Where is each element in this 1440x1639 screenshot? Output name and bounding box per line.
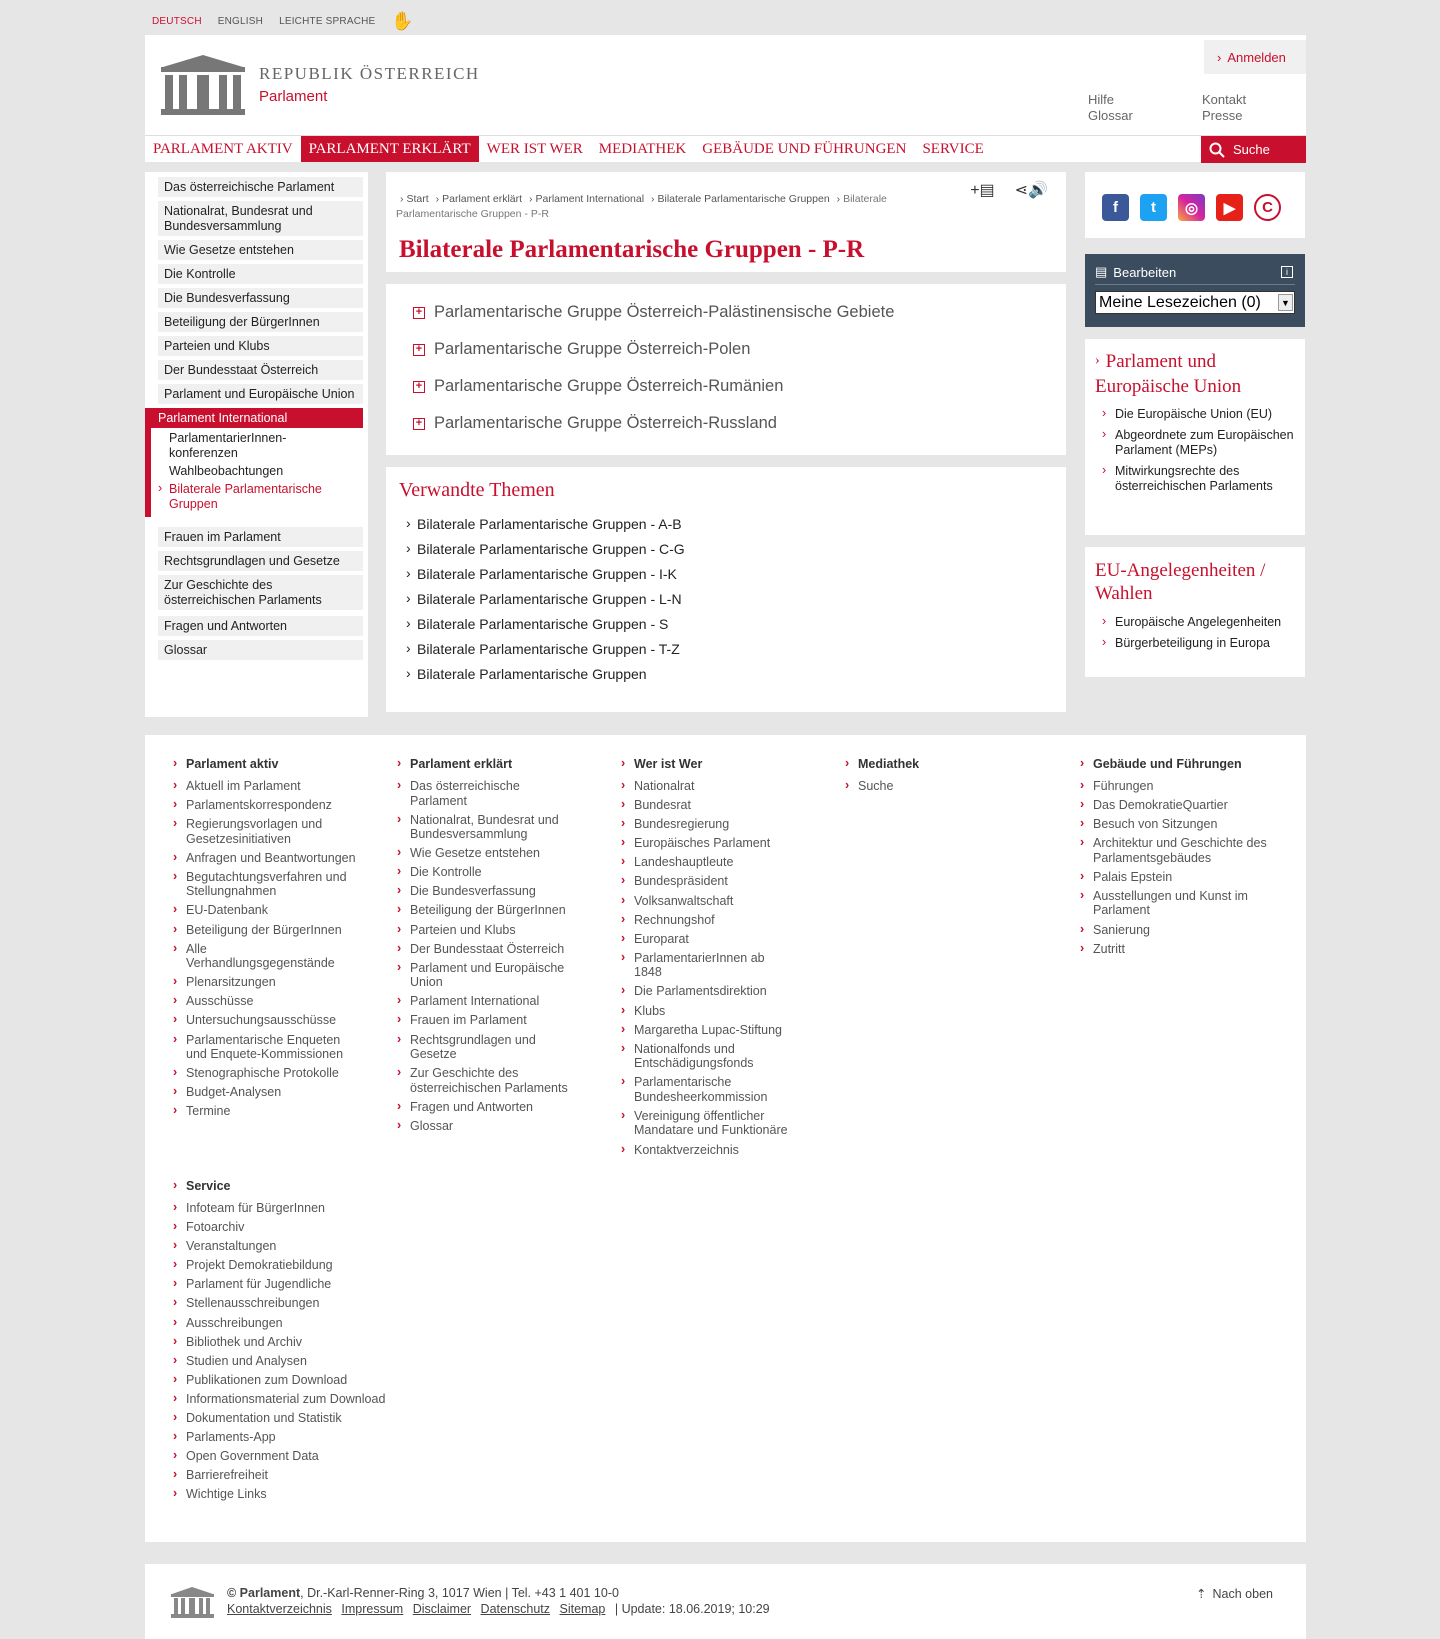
breadcrumb: › Start › Parlament erklärt › Parlament International › Bilaterale Parlamentarische Gruppen › Bilaterale Parlamentarische Gruppen - P-R: [396, 193, 887, 220]
share-icon[interactable]: ⋖🔊: [1014, 182, 1048, 199]
sign-language-icon[interactable]: ✋: [391, 11, 415, 31]
related-topics-panel: [386, 467, 1066, 712]
footer-link[interactable]: Impressum: [341, 1602, 404, 1616]
toplinks-col2: [1202, 92, 1246, 124]
related-link[interactable]: › Bilaterale Parlamentarische Gruppen - S: [406, 616, 685, 641]
page-tools: [970, 180, 1048, 200]
sitemap-link[interactable]: › Europarat: [621, 932, 801, 947]
related-title: Verwandte Themen: [399, 479, 555, 501]
sitemap-link[interactable]: › Das DemokratieQuartier: [1080, 798, 1270, 813]
sidebar-subitem[interactable]: ParlamentarierInnen-konferenzen: [169, 431, 287, 460]
sitemap-col-gebaeude: [1080, 757, 1270, 961]
sidebar-item[interactable]: Rechtsgrundlagen und Gesetze: [158, 551, 363, 571]
press-link[interactable]: Presse: [1202, 108, 1243, 123]
sitemap-link[interactable]: › Untersuchungsausschüsse: [173, 1013, 363, 1028]
eu-affairs-link[interactable]: › Europäische Angelegenheiten: [1102, 615, 1302, 630]
related-link[interactable]: › Bilaterale Parlamentarische Gruppen - A-B: [406, 516, 685, 541]
sitemap-link[interactable]: › Beteiligung der BürgerInnen: [397, 903, 577, 918]
site-header: [145, 35, 1306, 162]
accordion-item[interactable]: [413, 340, 750, 359]
related-link[interactable]: › Bilaterale Parlamentarische Gruppen - L-N: [406, 591, 685, 616]
sitemap-link[interactable]: › Veranstaltungen: [173, 1239, 413, 1254]
accordion-item[interactable]: [413, 303, 894, 322]
social-panel: [1085, 172, 1305, 238]
glossary-link[interactable]: Glossar: [1088, 108, 1133, 123]
sitemap-link[interactable]: › Parteien und Klubs: [397, 923, 577, 938]
related-link[interactable]: › Bilaterale Parlamentarische Gruppen - T-Z: [406, 641, 685, 666]
nav-gebaeude[interactable]: GEBÄUDE UND FÜHRUNGEN: [702, 141, 907, 157]
eu-panel-list: [1102, 407, 1297, 500]
instagram-icon[interactable]: ◎: [1178, 194, 1205, 221]
sitemap-link[interactable]: › Bundesregierung: [621, 817, 801, 832]
sitemap-link[interactable]: › Nationalrat: [621, 779, 801, 794]
sitemap-link[interactable]: › Zur Geschichte des österreichischen Parlaments: [397, 1066, 577, 1095]
sitemap-link[interactable]: › Projekt Demokratiebildung: [173, 1258, 413, 1273]
sitemap-link[interactable]: › Parlaments-App: [173, 1430, 413, 1445]
sitemap-link[interactable]: › Dokumentation und Statistik: [173, 1411, 413, 1426]
add-bookmark-icon[interactable]: +▤: [970, 182, 995, 199]
sitemap-col-aktiv: [173, 757, 363, 1123]
sitemap-link[interactable]: › Regierungsvorlagen und Gesetzesinitiativen: [173, 817, 363, 846]
sitemap-link[interactable]: › Landeshauptleute: [621, 855, 801, 870]
nav-parlament-erklaert[interactable]: PARLAMENT ERKLÄRT: [301, 136, 479, 162]
sidebar-item[interactable]: Die Bundesverfassung: [158, 288, 363, 308]
sitemap-link[interactable]: › Open Government Data: [173, 1449, 413, 1464]
search-button[interactable]: [1201, 136, 1306, 163]
sitemap-link[interactable]: › Die Bundesverfassung: [397, 884, 577, 899]
sitemap-heading[interactable]: › Wer ist Wer: [621, 757, 801, 772]
sitemap-link[interactable]: › Führungen: [1080, 779, 1270, 794]
sidebar-item[interactable]: Fragen und Antworten: [158, 616, 363, 636]
breadcrumb-item[interactable]: Start: [406, 193, 429, 205]
sidebar-item[interactable]: Parteien und Klubs: [158, 336, 363, 356]
logo-line2: Parlament: [259, 87, 328, 105]
sitemap-link[interactable]: › Kontaktverzeichnis: [621, 1143, 801, 1158]
sitemap-link[interactable]: › Publikationen zum Download: [173, 1373, 413, 1388]
sitemap-link[interactable]: › Die Parlamentsdirektion: [621, 984, 801, 999]
footer-link[interactable]: Kontaktverzeichnis: [227, 1602, 332, 1616]
sitemap-link[interactable]: › Termine: [173, 1104, 363, 1119]
eu-affairs-list: [1102, 615, 1302, 657]
sitemap-link[interactable]: › Wichtige Links: [173, 1487, 413, 1502]
breadcrumb-item[interactable]: Bilaterale Parlamentarische Gruppen: [657, 193, 830, 205]
sitemap-link[interactable]: › Rechtsgrundlagen und Gesetze: [397, 1033, 547, 1062]
sitemap-link[interactable]: › Budget-Analysen: [173, 1085, 363, 1100]
bookmark-panel: [1085, 254, 1305, 327]
related-link[interactable]: › Bilaterale Parlamentarische Gruppen: [406, 666, 685, 691]
footer-link[interactable]: Datenschutz: [480, 1602, 551, 1616]
parliament-building-icon: [170, 1586, 215, 1618]
footer-update: | Update: 18.06.2019; 10:29: [614, 1602, 770, 1616]
help-link[interactable]: Hilfe: [1088, 92, 1115, 107]
bookmark-icon: ▤: [1095, 264, 1108, 279]
sitemap-link[interactable]: › Ausschüsse: [173, 994, 363, 1009]
main-navigation: [145, 135, 1306, 162]
sitemap-link[interactable]: › Parlamentarische Enqueten und Enquete-Kommissionen: [173, 1033, 363, 1062]
sidebar-item[interactable]: Die Kontrolle: [158, 264, 363, 284]
nav-parlament-aktiv[interactable]: PARLAMENT AKTIV: [153, 141, 293, 157]
sidebar-subitem[interactable]: Wahlbeobachtungen: [169, 464, 284, 478]
sitemap-link[interactable]: › Informationsmaterial zum Download: [173, 1392, 413, 1407]
sidebar-item[interactable]: Nationalrat, Bundesrat und Bundesversammlung: [158, 201, 363, 236]
sidebar-item[interactable]: Wie Gesetze entstehen: [158, 240, 363, 260]
sitemap-link[interactable]: › Das österreichische Parlament: [397, 779, 537, 808]
back-to-top-link[interactable]: [1196, 1586, 1273, 1601]
sitemap-col-wer: [621, 757, 801, 1162]
sitemap-link[interactable]: › Die Kontrolle: [397, 865, 577, 880]
sidebar-subgroup: [145, 428, 363, 517]
footer-address: , Dr.-Karl-Renner-Ring 3, 1017 Wien | Tel. +43 1 401 10-0: [300, 1586, 619, 1600]
facebook-icon[interactable]: f: [1102, 194, 1129, 221]
sitemap-link[interactable]: › Parlament International: [397, 994, 577, 1009]
sidebar-item[interactable]: Der Bundesstaat Österreich: [158, 360, 363, 380]
bookmark-select-value: Meine Lesezeichen (0): [1099, 294, 1261, 311]
sitemap-link[interactable]: › Parlamentskorrespondenz: [173, 798, 363, 813]
sitemap-link[interactable]: › Anfragen und Beantwortungen: [173, 851, 363, 866]
eu-link[interactable]: › Abgeordnete zum Europäischen Parlament (MEPs): [1102, 428, 1297, 458]
sitemap-link[interactable]: › Bundesrat: [621, 798, 801, 813]
sitemap-col-mediathek: [845, 757, 1005, 798]
bookmark-select[interactable]: [1095, 291, 1295, 314]
breadcrumb-current: Bilaterale Parlamentarische Gruppen - P-R: [396, 193, 887, 220]
sitemap-link[interactable]: › Bundespräsident: [621, 874, 801, 889]
sidebar-item[interactable]: Das österreichische Parlament: [158, 177, 363, 197]
footer-link[interactable]: Disclaimer: [412, 1602, 472, 1616]
sitemap-link[interactable]: › Begutachtungsverfahren und Stellungnahmen: [173, 870, 363, 899]
eu-panel: [1085, 339, 1305, 535]
sitemap-link[interactable]: › Palais Epstein: [1080, 870, 1270, 885]
eu-affairs-title[interactable]: EU-Angelegenheiten / Wahlen: [1095, 560, 1266, 604]
arrow-up-icon: ⇡: [1196, 1587, 1207, 1601]
footer-copyright: © Parlament: [227, 1586, 301, 1600]
sitemap-link[interactable]: › Aktuell im Parlament: [173, 779, 363, 794]
footer-text: [227, 1585, 770, 1617]
sitemap-link[interactable]: › Europäisches Parlament: [621, 836, 801, 851]
sitemap-link[interactable]: › Volksanwaltschaft: [621, 894, 801, 909]
groups-panel: [386, 284, 1066, 455]
expand-plus-icon: +: [413, 418, 425, 430]
sitemap-heading[interactable]: › Service: [173, 1179, 413, 1194]
sitemap-link[interactable]: › Studien und Analysen: [173, 1354, 413, 1369]
sitemap-link[interactable]: › Parlament für Jugendliche: [173, 1277, 413, 1292]
twitter-icon[interactable]: t: [1140, 194, 1167, 221]
sitemap-link[interactable]: › Stellenausschreibungen: [173, 1296, 413, 1311]
sitemap-link[interactable]: › Plenarsitzungen: [173, 975, 363, 990]
eu-affairs-panel: [1085, 547, 1305, 677]
search-icon: [1209, 142, 1225, 158]
contact-link[interactable]: Kontakt: [1202, 92, 1247, 107]
sitemap-link[interactable]: › Glossar: [397, 1119, 577, 1134]
info-icon[interactable]: i: [1281, 266, 1293, 278]
sidebar-subitem-current[interactable]: › Bilaterale Parlamentarische Gruppen: [169, 482, 339, 512]
sitemap-link[interactable]: › ParlamentarierInnen ab 1848: [621, 951, 781, 980]
footer-bar: [145, 1564, 1306, 1639]
eu-link[interactable]: › Die Europäische Union (EU): [1102, 407, 1297, 422]
expand-plus-icon: +: [413, 307, 425, 319]
eu-affairs-link[interactable]: › Bürgerbeteiligung in Europa: [1102, 636, 1302, 651]
sitemap-link[interactable]: › Stenographische Protokolle: [173, 1066, 363, 1081]
sitemap-link[interactable]: › Alle Verhandlungsgegenstände: [173, 942, 353, 971]
sitemap-link[interactable]: › Parlament und Europäische Union: [397, 961, 577, 990]
sitemap-link[interactable]: › Besuch von Sitzungen: [1080, 817, 1270, 832]
nav-mediathek[interactable]: MEDIATHEK: [598, 141, 687, 157]
parliament-building-icon: [159, 53, 247, 115]
sitemap-link[interactable]: › Parlamentarische Bundesheerkommission: [621, 1075, 771, 1104]
back-to-top-label: Nach oben: [1212, 1587, 1273, 1601]
sidebar-item-active[interactable]: Parlament International: [145, 408, 363, 428]
lang-leichte-sprache[interactable]: LEICHTE SPRACHE: [279, 15, 376, 27]
bookmark-edit-label: Bearbeiten: [1113, 264, 1177, 280]
sitemap-link[interactable]: › Sanierung: [1080, 923, 1270, 938]
sitemap-heading[interactable]: › Parlament aktiv: [173, 757, 363, 772]
sitemap-heading[interactable]: › Mediathek: [845, 757, 1005, 772]
related-list: [406, 516, 685, 691]
sitemap-link[interactable]: › Zutritt: [1080, 942, 1270, 957]
nav-wer-ist-wer[interactable]: WER IST WER: [486, 141, 583, 157]
sidebar-item[interactable]: Frauen im Parlament: [158, 527, 363, 547]
sitemap-link[interactable]: › Ausschreibungen: [173, 1316, 413, 1331]
sitemap-col-erklaert: [397, 757, 577, 1138]
chevron-right-icon: ›: [1217, 49, 1222, 65]
logo-line1: REPUBLIK ÖSTERREICH: [259, 63, 480, 83]
accordion-item[interactable]: [413, 377, 783, 396]
sitemap-link[interactable]: › Frauen im Parlament: [397, 1013, 577, 1028]
sitemap-link[interactable]: › Nationalfonds und Entschädigungsfonds: [621, 1042, 771, 1071]
sitemap-link[interactable]: › Suche: [845, 779, 1005, 794]
sitemap-link[interactable]: › Fragen und Antworten: [397, 1100, 577, 1115]
sitemap-link[interactable]: › Fotoarchiv: [173, 1220, 413, 1235]
sitemap-link[interactable]: › Wie Gesetze entstehen: [397, 846, 577, 861]
sitemap-link[interactable]: › Rechnungshof: [621, 913, 801, 928]
footer-link[interactable]: Sitemap: [559, 1602, 606, 1616]
title-panel: [386, 172, 1066, 272]
breadcrumb-item[interactable]: Parlament erklärt: [442, 193, 523, 205]
sitemap-link[interactable]: › Nationalrat, Bundesrat und Bundesversammlung: [397, 813, 577, 842]
toplinks-col1: [1088, 92, 1133, 124]
lang-deutsch[interactable]: DEUTSCH: [152, 15, 202, 27]
accordion-label: Parlamentarische Gruppe Österreich-Palästinensische Gebiete: [434, 303, 895, 321]
expand-plus-icon: +: [413, 381, 425, 393]
youtube-icon[interactable]: ▶: [1216, 194, 1243, 221]
accordion-label: Parlamentarische Gruppe Österreich-Rumänien: [434, 377, 784, 395]
sidebar-item[interactable]: Beteiligung der BürgerInnen: [158, 312, 363, 332]
sitemap-link[interactable]: › EU-Datenbank: [173, 903, 363, 918]
chevron-down-icon: ▼: [1278, 294, 1293, 311]
sitemap-link[interactable]: › Vereinigung öffentlicher Mandatare und Funktionäre: [621, 1109, 791, 1138]
sitemap-link[interactable]: › Bibliothek und Archiv: [173, 1335, 413, 1350]
site-logo[interactable]: [159, 53, 480, 115]
language-bar: [152, 12, 414, 30]
sitemap-heading[interactable]: › Gebäude und Führungen: [1080, 757, 1270, 772]
related-link[interactable]: › Bilaterale Parlamentarische Gruppen - I-K: [406, 566, 685, 591]
bookmark-header[interactable]: [1095, 260, 1295, 285]
lang-english[interactable]: ENGLISH: [217, 15, 264, 27]
search-label: Suche: [1233, 142, 1270, 157]
eu-link[interactable]: › Mitwirkungsrechte des österreichischen Parlaments: [1102, 464, 1297, 494]
breadcrumb-item[interactable]: Parlament International: [535, 193, 645, 205]
eu-panel-title-text: Parlament und Europäische Union: [1095, 351, 1242, 397]
sitemap-link[interactable]: › Margaretha Lupac-Stiftung: [621, 1023, 801, 1038]
footer-sitemap: [145, 735, 1306, 1542]
sidebar-item[interactable]: Parlament und Europäische Union: [158, 384, 363, 404]
eu-panel-title[interactable]: › Parlament und Europäische Union: [1095, 351, 1242, 397]
sidebar-item[interactable]: Glossar: [158, 640, 363, 660]
related-link[interactable]: › Bilaterale Parlamentarische Gruppen - C-G: [406, 541, 685, 566]
login-button[interactable]: [1204, 40, 1306, 74]
login-label: Anmelden: [1227, 49, 1286, 65]
sidebar-item[interactable]: Zur Geschichte des österreichischen Parlaments: [158, 575, 363, 610]
accordion-label: Parlamentarische Gruppe Österreich-Polen: [434, 340, 751, 358]
sitemap-col-service: [173, 1179, 413, 1507]
sitemap-link[interactable]: › Architektur und Geschichte des Parlamentsgebäudes: [1080, 836, 1270, 865]
sitemap-link[interactable]: › Infoteam für BürgerInnen: [173, 1201, 413, 1216]
left-sidebar: [145, 172, 368, 717]
sitemap-link[interactable]: › Beteiligung der BürgerInnen: [173, 923, 363, 938]
sitemap-link[interactable]: › Ausstellungen und Kunst im Parlament: [1080, 889, 1270, 918]
sitemap-link[interactable]: › Barrierefreiheit: [173, 1468, 413, 1483]
accordion-label: Parlamentarische Gruppe Österreich-Russland: [434, 414, 777, 432]
sitemap-heading[interactable]: › Parlament erklärt: [397, 757, 577, 772]
podcast-icon[interactable]: C: [1254, 194, 1281, 221]
page-title: Bilaterale Parlamentarische Gruppen - P-R: [399, 236, 865, 263]
sitemap-link[interactable]: › Der Bundesstaat Österreich: [397, 942, 577, 957]
accordion-item[interactable]: [413, 414, 777, 433]
nav-service[interactable]: SERVICE: [922, 141, 984, 157]
expand-plus-icon: +: [413, 344, 425, 356]
sitemap-link[interactable]: › Klubs: [621, 1004, 801, 1019]
